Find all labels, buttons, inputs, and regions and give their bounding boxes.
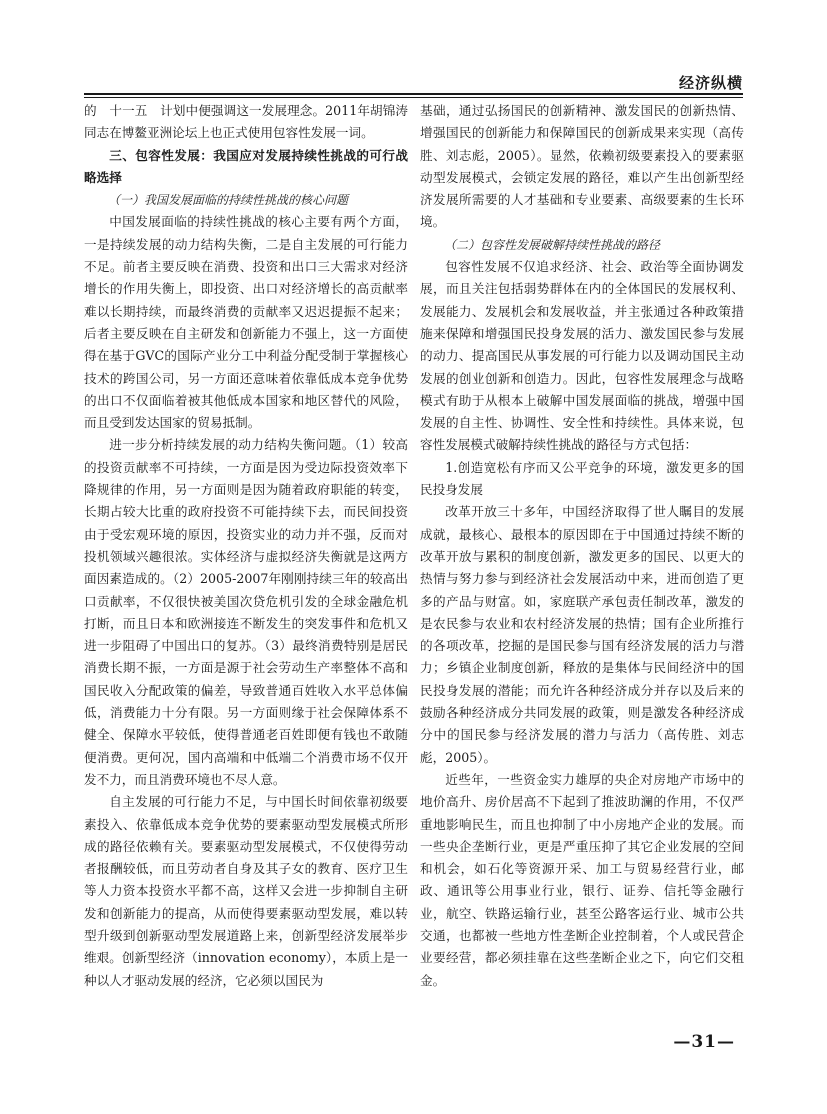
paragraph: 基础，通过弘扬国民的创新精神、激发国民的创新热情、增强国民的创新能力和保障国民的创新成果来实现（高传胜、刘志彪，2005）。显然，依赖初级要素投入的要素驱动型发展模式，会锁定发展的路径，难以产生出创新型经济发展所需要的人才基础和专业要素、高级要素的生长环境。 (420, 103, 744, 230)
paragraph: 中国发展面临的持续性挑战的核心主要有两个方面，一是持续发展的动力结构失衡，二是自主发展的可行能力不足。前者主要反映在消费、投资和出口三大需求对经济增长的作用失衡上，即投资、出口对经济增长的高贡献率难以长期持续，而最终消费的贡献率又迟迟提振不起来；后者主要反映在自主研发和创新能力不强上，这一方面使得在基于GVC的国际产业分工中利益分配受制于掌握核心技术的跨国公司，另一方面还意味着依靠低成本竞争优势的出口不仅面临着被其他低成本国家和地区替代的风险，而且受到发达国家的贸易抵制。 (84, 214, 408, 431)
section-title: 经济纵横 (678, 74, 743, 92)
header-rule-thin (84, 97, 743, 98)
page-number: —31— (673, 1032, 735, 1052)
section-heading: 三、包容性发展：我国应对发展持续性挑战的可行战略选择 (84, 147, 408, 185)
paragraph: 包容性发展不仅追求经济、社会、政治等全面协调发展，而且关注包括弱势群体在内的全体国民的发展权利、发展能力、发展机会和发展收益，并主张通过各种政策措施来保障和增强国民投身发展的活力、激发国民参与发展的动力、提高国民从事发展的可行能力以及调动国民主动发展的创业创新和创造力。因此，包容性发展理念与战略模式有助于从根本上破解中国发展面临的挑战，增强中国发展的自主性、协调性、安全性和持续性。具体来说，包容性发展模式破解持续性挑战的路径与方式包括： (420, 259, 744, 453)
paragraph: 近些年，一些资金实力雄厚的央企对房地产市场中的地价高升、房价居高不下起到了推波助澜的作用，不仅严重地影响民生，而且也抑制了中小房地产企业的发展。而一些央企垄断行业，更是严重压抑了其它企业发展的空间和机会，如石化等资源开采、加工与贸易经营行业，邮政、通讯等公用事业行业，银行、证券、信托等金融行业，航空、铁路运输行业，甚至公路客运行业、城市公共交通，也都被一些地方性垄断企业控制着，个人或民营企业要经营，都必须挂靠在这些垄断企业之下，向它们交租金。 (420, 771, 744, 988)
left-column (84, 100, 408, 1040)
numbered-heading: 1.创造宽松有序而又公平竞争的环境，激发更多的国民投身发展 (420, 459, 744, 498)
right-column (420, 100, 744, 1040)
paragraph: 自主发展的可行能力不足，与中国长时间依靠初级要素投入、依靠低成本竞争优势的要素驱动型发展模式所形成的路径依赖有关。要素驱动型发展模式，不仅使得劳动者报酬较低，而且劳动者自身及其子女的教育、医疗卫生等人力资本投资水平都不高，这样又会进一步抑制自主研发和创新能力的提高，从而使得要素驱动型发展，难以转型升级到创新驱动型发展道路上来，创新型经济发展举步维艰。创新型经济（innovation economy），本质上是一种以人才驱动发展的经济，它必须以国民为 (84, 794, 408, 988)
header-rule (84, 93, 743, 95)
paragraph: 进一步分析持续发展的动力结构失衡问题。（1）较高的投资贡献率不可持续，一方面是因为受边际投资效率下降规律的作用，另一方面则是因为随着政府职能的转变，长期占较大比重的政府投资不可能持续下去，而民间投资由于受宏观环境的原因，投资实业的动力并不强，反而对投机领域兴趣很浓。实体经济与虚拟经济失衡就是这两方面因素造成的。（2）2005-2007年刚刚持续三年的较高出口贡献率，不仅很快被美国次贷危机引发的全球金融危机打断，而且日本和欧洲接连不断发生的突发事件和危机又进一步阻碍了中国出口的复苏。（3）最终消费特别是居民消费长期不振，一方面是源于社会劳动生产率整体不高和国民收入分配政策的偏差，导致普通百姓收入水平总体偏低，消费能力十分有限。另一方面则缘于社会保障体系不健全、保障水平较低，使得普通老百姓即便有钱也不敢随便消费。更何况，国内高端和中低端二个消费市场不仅开发不力，而且消费环境也不尽人意。 (84, 437, 408, 787)
paragraph: 的 十一五 计划中便强调这一发展理念。2011年胡锦涛同志在博鳌亚洲论坛上也正式使用包容性发展一词。 (84, 103, 408, 141)
sub-heading: （二）包容性发展破解持续性挑战的路径 (444, 237, 661, 252)
sub-heading: （一）我国发展面临的持续性挑战的核心问题 (108, 193, 349, 208)
paragraph: 改革开放三十多年，中国经济取得了世人瞩目的发展成就，最核心、最根本的原因即在于中国通过持续不断的改革开放与累积的制度创新，激发更多的国民、以更大的热情与努力参与到经济社会发展活动中来，进而创造了更多的产品与财富。如，家庭联产承包责任制改革，激发的是农民参与农业和农村经济发展的热情；国有企业所推行的各项改革，挖掘的是国民参与国有经济发展的活力与潜力；乡镇企业制度创新，释放的是集体与民间经济中的国民投身发展的潜能；而允许各种经济成分并存以及后来的鼓励各种经济成分共同发展的政策，则是激发各种经济成分中的国民参与经济发展的潜力与活力（高传胜、刘志彪，2005）。 (420, 504, 744, 765)
